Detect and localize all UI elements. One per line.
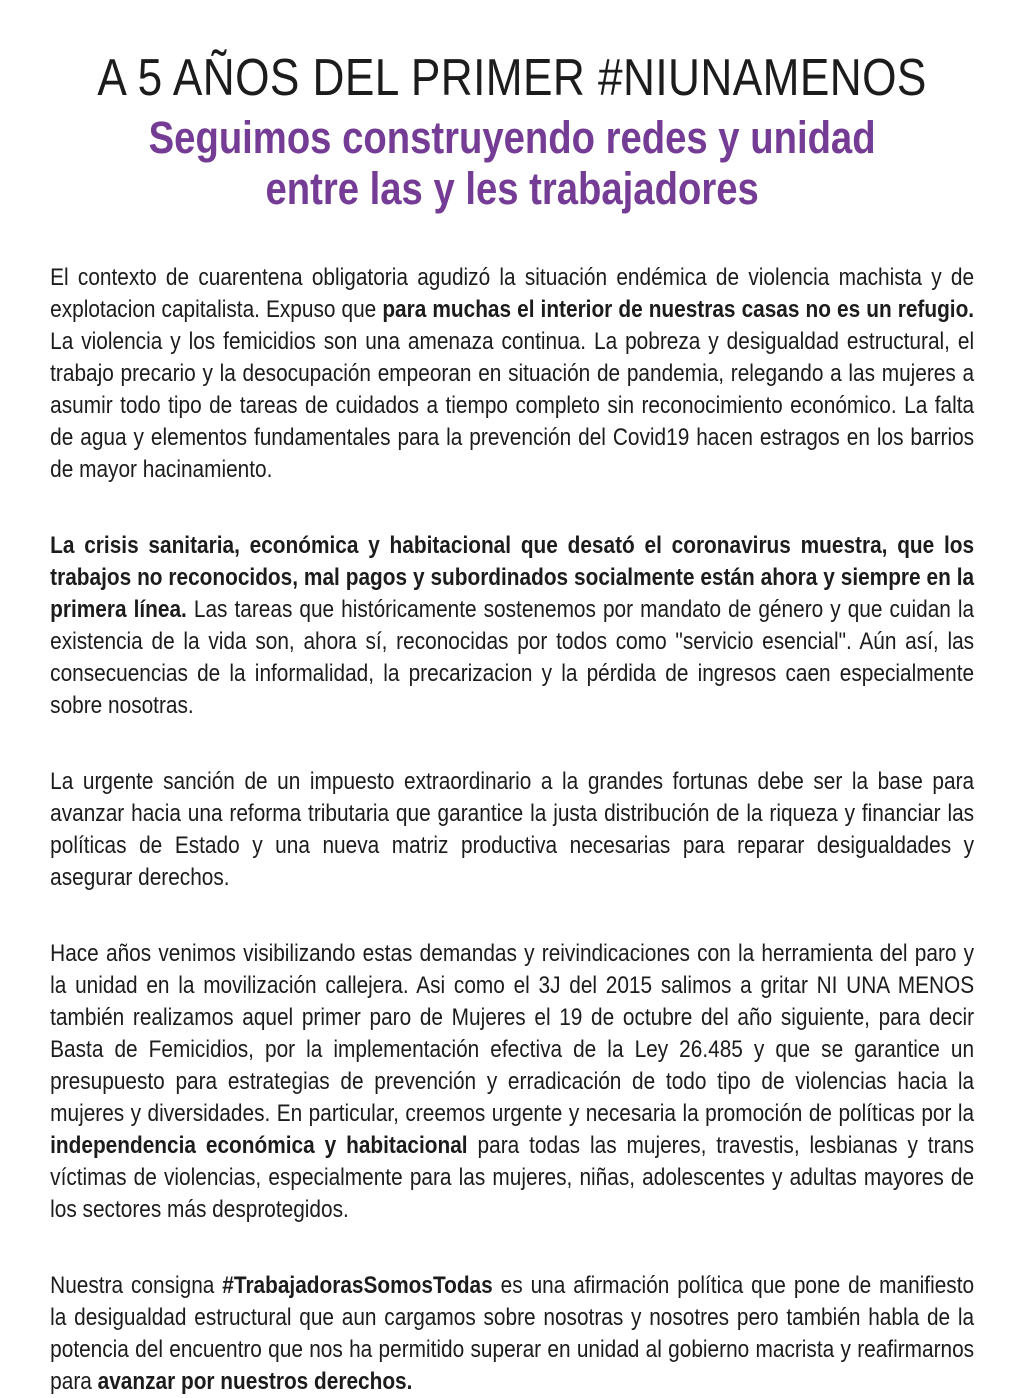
text-run: Las tareas que históricamente sostenemos por mandato de género y que cuidan la existencia de la vida son, ahora sí, reconocidas por todos como "servicio esencial". Aún así, las consecuencias de la informalidad, la precarizacion y la pérdida de ingresos caen especialmente sobre nosotras.	[50, 595, 975, 719]
body-paragraph	[50, 262, 974, 486]
body	[0, 262, 1024, 1398]
text-run: La violencia y los femicidios son una amenaza continua. La pobreza y desigualdad estructural, el trabajo precario y la desocupación empeoran en situación de pandemia, relegando a las mujeres a asumir todo tipo de tareas de cuidados a tiempo completo sin reconocimiento económico. La falta de agua y elementos fundamentales para la prevención del Covid19 hacen estragos en los barrios de mayor hacinamiento.	[50, 327, 975, 483]
body-paragraph	[50, 1270, 974, 1398]
page-subtitle	[0, 113, 1024, 214]
bold-text-run: independencia económica y habitacional	[50, 1131, 468, 1159]
text-run: El contexto de cuarentena obligatoria agudizó la situación endémica de violencia machista y de explotacion capitalista. Expuso que	[50, 263, 975, 323]
body-paragraph	[50, 766, 974, 894]
text-run: Nuestra consigna	[50, 1271, 223, 1299]
text-run: Hace años venimos visibilizando estas demandas y reivindicaciones con la herramienta del paro y la unidad en la movilización callejera. Asi como el 3J del 2015 salimos a gritar NI UNA MENOS también realizamos aquel primer paro de Mujeres el 19 de octubre del año siguiente, para decir Basta de Femicidios, por la implementación efectiva de la Ley 26.485 y que se garantice un presupuesto para estrategias de prevención y erradicación de todo tipo de violencias hacia la mujeres y diversidades. En particular, creemos urgente y necesaria la promoción de políticas por la	[50, 939, 975, 1127]
text-run: para todas las mujeres, travestis, lesbianas y trans víctimas de violencias, especialmente para las mujeres, niñas, adolescentes y adultas mayores de los sectores más desprotegidos.	[50, 1131, 975, 1223]
body-paragraph	[50, 938, 974, 1226]
text-run: La urgente sanción de un impuesto extraordinario a la grandes fortunas debe ser la base para avanzar hacia una reforma tributaria que garantice la justa distribución de la riqueza y financiar las políticas de Estado y una nueva matriz productiva necesarias para reparar desigualdades y asegurar derechos.	[50, 767, 975, 891]
bold-text-run: para muchas el interior de nuestras casas no es un refugio.	[382, 295, 975, 323]
subtitle-line-1: Seguimos construyendo redes y unidad	[148, 112, 876, 164]
bold-text-run: La crisis sanitaria, económica y habitacional que desató el coronavirus muestra, que los trabajos no reconocidos, mal pagos y subordinados socialmente están ahora y siempre en la primera línea.	[50, 531, 975, 623]
subtitle-line-2: entre las y les trabajadores	[265, 162, 759, 214]
bold-text-run: avanzar por nuestros derechos.	[97, 1367, 413, 1395]
page-title: A 5 AÑOS DEL PRIMER #NIUNAMENOS	[97, 49, 927, 107]
text-run: es una afirmación política que pone de manifiesto la desigualdad estructural que aun cargamos sobre nosotras y nosotres pero también habla de la potencia del encuentro que nos ha permitido superar en unidad al gobierno macrista y reafirmarnos para	[50, 1271, 975, 1395]
bold-text-run: #TrabajadorasSomosTodas	[222, 1271, 493, 1299]
body-paragraph	[50, 530, 974, 722]
